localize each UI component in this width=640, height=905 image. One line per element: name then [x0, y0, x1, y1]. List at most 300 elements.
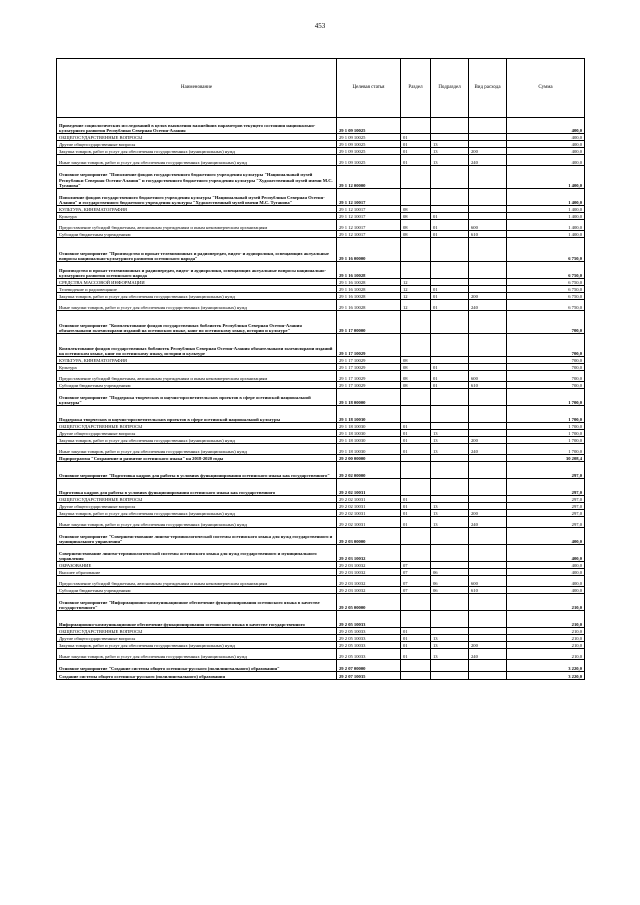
- row-section: 01: [401, 510, 431, 517]
- row-expense-type: [469, 206, 507, 213]
- row-amount: 700,0: [507, 311, 585, 334]
- row-name: Совершенствование лингво-терминологической системы осетинского языка для нужд государственного и муниципального управления: [57, 545, 337, 562]
- row-subsection: [431, 311, 469, 334]
- page-number: 453: [314, 22, 326, 30]
- row-subsection: 13: [431, 155, 469, 166]
- row-expense-type: [469, 189, 507, 206]
- row-amount: 297,0: [507, 462, 585, 479]
- row-section: 07: [401, 562, 431, 569]
- row-name: Закупка товаров, работ и услуг для обеспечения государственных (муниципальных) нужд: [57, 642, 337, 649]
- row-section: 01: [401, 148, 431, 155]
- row-subsection: [431, 660, 469, 672]
- row-section: [401, 334, 431, 357]
- row-section: [401, 611, 431, 628]
- row-subsection: [431, 262, 469, 279]
- row-section: 01: [401, 628, 431, 635]
- row-subsection: [431, 611, 469, 628]
- row-section: 08: [401, 364, 431, 371]
- row-name: ОБЩЕГОСУДАРСТВЕННЫЕ ВОПРОСЫ: [57, 496, 337, 503]
- row-section: 08: [401, 357, 431, 364]
- row-section: 01: [401, 437, 431, 444]
- row-amount: 400,0: [507, 155, 585, 166]
- row-section: [401, 311, 431, 334]
- row-subsection: 01: [431, 371, 469, 382]
- header-subsection: Подраздел: [431, 59, 469, 118]
- row-subsection: 01: [431, 382, 469, 389]
- row-subsection: [431, 279, 469, 286]
- row-subsection: 13: [431, 635, 469, 642]
- row-expense-type: [469, 389, 507, 406]
- row-section: [401, 262, 431, 279]
- row-expense-type: [469, 545, 507, 562]
- row-expense-type: [469, 406, 507, 423]
- row-expense-type: 200: [469, 510, 507, 517]
- row-name: Закупка товаров, работ и услуг для обеспечения государственных (муниципальных) нужд: [57, 293, 337, 300]
- row-subsection: [431, 528, 469, 545]
- row-amount: 400,0: [507, 141, 585, 148]
- row-expense-type: [469, 334, 507, 357]
- row-expense-type: 240: [469, 155, 507, 166]
- row-target-article: 29 1 12 10017: [337, 206, 401, 213]
- row-section: 01: [401, 642, 431, 649]
- row-target-article: 29 1 12 00000: [337, 166, 401, 189]
- table-row: [57, 279, 585, 286]
- row-amount: 400,0: [507, 569, 585, 576]
- table-row: [57, 423, 585, 430]
- row-section: [401, 389, 431, 406]
- row-target-article: 29 2 05 10033: [337, 628, 401, 635]
- row-expense-type: 200: [469, 642, 507, 649]
- row-amount: 297,0: [507, 479, 585, 496]
- row-expense-type: [469, 455, 507, 462]
- row-target-article: 29 2 03 10032: [337, 569, 401, 576]
- row-amount: 400,0: [507, 545, 585, 562]
- row-target-article: 29 2 02 10031: [337, 517, 401, 528]
- row-target-article: 29 1 09 10025: [337, 148, 401, 155]
- header-section: Раздел: [401, 59, 431, 118]
- table-row: [57, 334, 585, 357]
- row-name: Основное мероприятие "Поддержка творческих и научно-просветительских проектов в сфере осетинской национальной культуры": [57, 389, 337, 406]
- row-amount: 400,0: [507, 528, 585, 545]
- row-amount: 3 220,0: [507, 660, 585, 672]
- table-row: [57, 189, 585, 206]
- row-target-article: 29 2 03 10032: [337, 562, 401, 569]
- row-section: 08: [401, 206, 431, 213]
- table-row: [57, 611, 585, 628]
- row-section: 01: [401, 496, 431, 503]
- row-subsection: 13: [431, 642, 469, 649]
- row-amount: 297,0: [507, 510, 585, 517]
- row-subsection: [431, 455, 469, 462]
- row-section: 01: [401, 517, 431, 528]
- row-target-article: 29 1 12 10017: [337, 220, 401, 231]
- row-target-article: 29 1 12 10017: [337, 231, 401, 238]
- row-target-article: 29 1 18 10030: [337, 444, 401, 455]
- row-expense-type: [469, 430, 507, 437]
- row-subsection: [431, 594, 469, 611]
- row-expense-type: [469, 134, 507, 141]
- row-target-article: 29 2 03 10032: [337, 576, 401, 587]
- header-amount: Сумма: [507, 59, 585, 118]
- row-target-article: 29 1 12 10017: [337, 189, 401, 206]
- row-subsection: 06: [431, 569, 469, 576]
- table-row: [57, 517, 585, 528]
- table-row: [57, 364, 585, 371]
- row-expense-type: [469, 569, 507, 576]
- table-row: [57, 545, 585, 562]
- row-amount: 3 220,0: [507, 672, 585, 680]
- row-name: Телевидение и радиовещание: [57, 286, 337, 293]
- row-section: [401, 594, 431, 611]
- table-row: [57, 587, 585, 594]
- row-name: Иные закупки товаров, работ и услуг для обеспечения государственных (муниципальных) нужд: [57, 444, 337, 455]
- table-row: [57, 238, 585, 262]
- row-amount: 210,0: [507, 611, 585, 628]
- row-expense-type: [469, 503, 507, 510]
- row-amount: 210,0: [507, 649, 585, 660]
- row-section: 12: [401, 286, 431, 293]
- row-subsection: 01: [431, 213, 469, 220]
- table-row: [57, 635, 585, 642]
- table-row: [57, 389, 585, 406]
- row-name: ОБЩЕГОСУДАРСТВЕННЫЕ ВОПРОСЫ: [57, 628, 337, 635]
- row-expense-type: [469, 562, 507, 569]
- row-expense-type: 600: [469, 371, 507, 382]
- table-row: [57, 562, 585, 569]
- table-row: [57, 311, 585, 334]
- row-name: ОБЩЕГОСУДАРСТВЕННЫЕ ВОПРОСЫ: [57, 423, 337, 430]
- row-target-article: 29 1 16 10028: [337, 286, 401, 293]
- row-target-article: 29 2 05 10033: [337, 642, 401, 649]
- row-expense-type: [469, 496, 507, 503]
- row-name: Культура: [57, 364, 337, 371]
- row-section: 01: [401, 635, 431, 642]
- row-amount: 1 700,0: [507, 406, 585, 423]
- row-expense-type: 600: [469, 576, 507, 587]
- row-amount: 400,0: [507, 118, 585, 134]
- row-name: СРЕДСТВА МАССОВОЙ ИНФОРМАЦИИ: [57, 279, 337, 286]
- row-amount: 297,0: [507, 517, 585, 528]
- row-subsection: 01: [431, 293, 469, 300]
- row-subsection: 01: [431, 286, 469, 293]
- row-section: 12: [401, 300, 431, 311]
- table-row: [57, 231, 585, 238]
- row-target-article: 29 2 05 10033: [337, 649, 401, 660]
- row-name: Основное мероприятие "Производство и прокат телевизионных и радиопередач, видео- и аудиоролики, освещающих актуальные вопросы национально-культурного развития осетинского народа": [57, 238, 337, 262]
- row-name: ОБРАЗОВАНИЕ: [57, 562, 337, 569]
- row-name: Основное мероприятие "Подготовка кадров для работы в условиях функционирования осетинского языка как государственного": [57, 462, 337, 479]
- row-expense-type: [469, 166, 507, 189]
- row-subsection: 01: [431, 364, 469, 371]
- row-amount: 210,0: [507, 594, 585, 611]
- row-target-article: 29 1 18 10030: [337, 406, 401, 423]
- table-row: [57, 357, 585, 364]
- row-subsection: [431, 389, 469, 406]
- row-target-article: 29 2 02 10031: [337, 503, 401, 510]
- row-amount: 1 700,0: [507, 437, 585, 444]
- table-row: [57, 594, 585, 611]
- row-amount: 700,0: [507, 334, 585, 357]
- row-amount: 1 400,0: [507, 231, 585, 238]
- row-section: [401, 406, 431, 423]
- row-target-article: 29 1 17 00000: [337, 311, 401, 334]
- table-row: [57, 118, 585, 134]
- row-name: Основное мероприятие "Совершенствование лингво-терминологической системы осетинского языка для нужд государственного и муниципального управления": [57, 528, 337, 545]
- row-amount: 1 400,0: [507, 166, 585, 189]
- row-section: 01: [401, 141, 431, 148]
- row-amount: 700,0: [507, 382, 585, 389]
- row-section: [401, 238, 431, 262]
- row-subsection: 13: [431, 503, 469, 510]
- row-expense-type: 240: [469, 300, 507, 311]
- row-name: Основное мероприятие "Информационно-коммуникационное обеспечение функционирования осетинского языка в качестве государственного": [57, 594, 337, 611]
- row-target-article: 29 1 18 10030: [337, 430, 401, 437]
- row-subsection: [431, 545, 469, 562]
- row-expense-type: [469, 611, 507, 628]
- table-row: [57, 382, 585, 389]
- row-amount: 1 700,0: [507, 430, 585, 437]
- row-amount: 210,0: [507, 635, 585, 642]
- row-name: КУЛЬТУРА, КИНЕМАТОГРАФИЯ: [57, 357, 337, 364]
- row-subsection: [431, 134, 469, 141]
- row-section: [401, 166, 431, 189]
- row-subsection: [431, 334, 469, 357]
- row-expense-type: [469, 423, 507, 430]
- row-section: 01: [401, 444, 431, 455]
- row-amount: 6 750,0: [507, 262, 585, 279]
- row-amount: 700,0: [507, 357, 585, 364]
- row-expense-type: [469, 238, 507, 262]
- row-expense-type: [469, 279, 507, 286]
- table-row: [57, 496, 585, 503]
- row-name: Субсидии бюджетным учреждениям: [57, 587, 337, 594]
- row-subsection: [431, 357, 469, 364]
- row-section: [401, 545, 431, 562]
- table-row: [57, 148, 585, 155]
- row-amount: 1 400,0: [507, 206, 585, 213]
- row-expense-type: [469, 311, 507, 334]
- row-target-article: 29 2 03 10032: [337, 587, 401, 594]
- row-subsection: 13: [431, 148, 469, 155]
- row-amount: 400,0: [507, 587, 585, 594]
- table-row: [57, 155, 585, 166]
- row-expense-type: 200: [469, 437, 507, 444]
- row-name: КУЛЬТУРА, КИНЕМАТОГРАФИЯ: [57, 206, 337, 213]
- row-subsection: 06: [431, 576, 469, 587]
- row-subsection: [431, 628, 469, 635]
- table-row: [57, 528, 585, 545]
- row-expense-type: [469, 660, 507, 672]
- row-target-article: 29 1 17 10029: [337, 357, 401, 364]
- row-name: Другие общегосударственные вопросы: [57, 503, 337, 510]
- row-name: Культура: [57, 213, 337, 220]
- table-row: [57, 430, 585, 437]
- row-subsection: [431, 562, 469, 569]
- row-name: Подготовка кадров для работы в условиях функционирования осетинского языка как государственного: [57, 479, 337, 496]
- row-target-article: 29 1 17 10029: [337, 364, 401, 371]
- row-expense-type: [469, 635, 507, 642]
- row-expense-type: [469, 594, 507, 611]
- table-row: [57, 262, 585, 279]
- row-target-article: 29 2 03 10032: [337, 545, 401, 562]
- table-row: [57, 406, 585, 423]
- row-section: 07: [401, 569, 431, 576]
- row-section: [401, 528, 431, 545]
- row-section: [401, 455, 431, 462]
- row-name: Основное мероприятие "Комплектование фондов государственных библиотек Республики Северная Осетия-Алания обязательными экземплярами изданий на осетинском языке, книг по осетинскому языку, истории и культуре": [57, 311, 337, 334]
- table-row: [57, 286, 585, 293]
- row-subsection: 13: [431, 141, 469, 148]
- row-section: [401, 660, 431, 672]
- row-amount: 700,0: [507, 364, 585, 371]
- row-name: Пополнение фондов государственного бюджетного учреждения культуры "Национальный музей Республики Северная Осетия-Алания" и государственного бюджетного учреждения культуры "Художественный музей имени М.С. Туганова": [57, 189, 337, 206]
- row-section: [401, 479, 431, 496]
- row-expense-type: 240: [469, 649, 507, 660]
- row-name: Другие общегосударственные вопросы: [57, 430, 337, 437]
- row-expense-type: 600: [469, 220, 507, 231]
- row-section: 01: [401, 155, 431, 166]
- table-row: [57, 576, 585, 587]
- row-expense-type: 610: [469, 587, 507, 594]
- row-subsection: 13: [431, 437, 469, 444]
- table-row: [57, 300, 585, 311]
- row-target-article: 29 2 07 10035: [337, 672, 401, 680]
- row-subsection: [431, 672, 469, 680]
- row-subsection: [431, 406, 469, 423]
- row-amount: 6 750,0: [507, 300, 585, 311]
- row-subsection: 01: [431, 231, 469, 238]
- row-subsection: [431, 118, 469, 134]
- row-expense-type: [469, 479, 507, 496]
- header-target-article: Целевая статья: [337, 59, 401, 118]
- row-amount: 400,0: [507, 134, 585, 141]
- table-row: [57, 206, 585, 213]
- row-target-article: 29 1 18 10030: [337, 437, 401, 444]
- row-name: ОБЩЕГОСУДАРСТВЕННЫЕ ВОПРОСЫ: [57, 134, 337, 141]
- row-target-article: 29 2 02 00000: [337, 462, 401, 479]
- row-target-article: 29 1 16 10028: [337, 300, 401, 311]
- row-target-article: 29 2 02 10031: [337, 496, 401, 503]
- row-name: Закупка товаров, работ и услуг для обеспечения государственных (муниципальных) нужд: [57, 510, 337, 517]
- row-subsection: 13: [431, 430, 469, 437]
- row-subsection: [431, 189, 469, 206]
- row-name: Комплектование фондов государственных библиотек Республики Северная Осетия-Алания обязательными экземплярами изданий на осетинском языке, книг по осетинскому языку, истории и культуре: [57, 334, 337, 357]
- row-expense-type: [469, 462, 507, 479]
- table-row: [57, 455, 585, 462]
- row-target-article: 29 2 00 00000: [337, 455, 401, 462]
- row-target-article: 29 1 16 10028: [337, 293, 401, 300]
- table-row: [57, 213, 585, 220]
- row-section: 01: [401, 134, 431, 141]
- row-section: 07: [401, 576, 431, 587]
- row-target-article: 29 1 17 10029: [337, 334, 401, 357]
- row-section: [401, 462, 431, 479]
- row-amount: 6 750,0: [507, 286, 585, 293]
- row-target-article: 29 1 18 00000: [337, 389, 401, 406]
- row-amount: 1 400,0: [507, 220, 585, 231]
- row-expense-type: [469, 528, 507, 545]
- row-target-article: 29 2 03 00000: [337, 528, 401, 545]
- row-target-article: 29 1 17 10029: [337, 371, 401, 382]
- row-subsection: [431, 423, 469, 430]
- table-row: [57, 569, 585, 576]
- table-row: [57, 510, 585, 517]
- row-expense-type: 610: [469, 382, 507, 389]
- table-row: [57, 166, 585, 189]
- row-expense-type: 240: [469, 444, 507, 455]
- row-target-article: 29 1 09 10025: [337, 155, 401, 166]
- row-expense-type: 200: [469, 293, 507, 300]
- row-amount: 400,0: [507, 148, 585, 155]
- row-amount: 297,0: [507, 503, 585, 510]
- row-target-article: 29 1 16 00000: [337, 238, 401, 262]
- budget-table: [56, 58, 585, 680]
- row-subsection: [431, 496, 469, 503]
- row-target-article: 29 1 09 10025: [337, 118, 401, 134]
- row-name: Основное мероприятие "Пополнение фондов государственного бюджетного учреждения культуры "Национальный музей Республики Северная Осетия-Алания" и государственного бюджетного учреждения культуры "Художественный музей имени М.С. Туганова": [57, 166, 337, 189]
- row-target-article: 29 2 05 10033: [337, 635, 401, 642]
- row-amount: 1 400,0: [507, 213, 585, 220]
- row-amount: 6 750,0: [507, 279, 585, 286]
- row-section: 01: [401, 430, 431, 437]
- row-name: Закупка товаров, работ и услуг для обеспечения государственных (муниципальных) нужд: [57, 148, 337, 155]
- table-row: [57, 371, 585, 382]
- row-amount: 1 400,0: [507, 189, 585, 206]
- row-name: Иные закупки товаров, работ и услуг для обеспечения государственных (муниципальных) нужд: [57, 649, 337, 660]
- row-target-article: 29 1 18 10030: [337, 423, 401, 430]
- row-target-article: 29 1 17 10029: [337, 382, 401, 389]
- row-subsection: [431, 166, 469, 189]
- row-name: Закупка товаров, работ и услуг для обеспечения государственных (муниципальных) нужд: [57, 437, 337, 444]
- row-amount: 297,0: [507, 496, 585, 503]
- row-name: Подпрограмма "Сохранение и развитие осетинского языка" на 2018-2020 годы: [57, 455, 337, 462]
- row-target-article: 29 2 07 00000: [337, 660, 401, 672]
- row-expense-type: [469, 262, 507, 279]
- row-amount: 1 700,0: [507, 423, 585, 430]
- row-amount: 210,0: [507, 642, 585, 649]
- row-expense-type: [469, 213, 507, 220]
- row-subsection: [431, 206, 469, 213]
- row-name: Субсидии бюджетным учреждениям: [57, 231, 337, 238]
- row-subsection: [431, 238, 469, 262]
- row-amount: 1 700,0: [507, 444, 585, 455]
- header-expense-type: Вид расхода: [469, 59, 507, 118]
- row-amount: 210,0: [507, 628, 585, 635]
- row-expense-type: [469, 118, 507, 134]
- row-section: [401, 672, 431, 680]
- row-subsection: 13: [431, 444, 469, 455]
- row-subsection: 01: [431, 220, 469, 231]
- table-row: [57, 437, 585, 444]
- row-subsection: 13: [431, 517, 469, 528]
- table-body: [57, 118, 585, 680]
- row-amount: 700,0: [507, 371, 585, 382]
- row-amount: 30 208,4: [507, 455, 585, 462]
- row-name: Основное мероприятие "Создание системы общего осетинско-русского (полилингвального) образования": [57, 660, 337, 672]
- row-name: Предоставление субсидий бюджетным, автономным учреждениям и иным некоммерческим организациям: [57, 576, 337, 587]
- row-section: 12: [401, 279, 431, 286]
- row-subsection: 06: [431, 587, 469, 594]
- table-row: [57, 642, 585, 649]
- row-section: 07: [401, 587, 431, 594]
- table-row: [57, 462, 585, 479]
- row-name: Поддержка творческих и научно-просветительских проектов в сфере осетинской национальной культуры: [57, 406, 337, 423]
- row-amount: 6 750,0: [507, 238, 585, 262]
- row-target-article: 29 1 09 10025: [337, 141, 401, 148]
- row-subsection: [431, 462, 469, 479]
- row-name: Проведение социологических исследований в целях выявления важнейших параметров текущего состояния национально-культурного развития Республики Северная Осетия-Алания: [57, 118, 337, 134]
- row-target-article: 29 1 12 10017: [337, 213, 401, 220]
